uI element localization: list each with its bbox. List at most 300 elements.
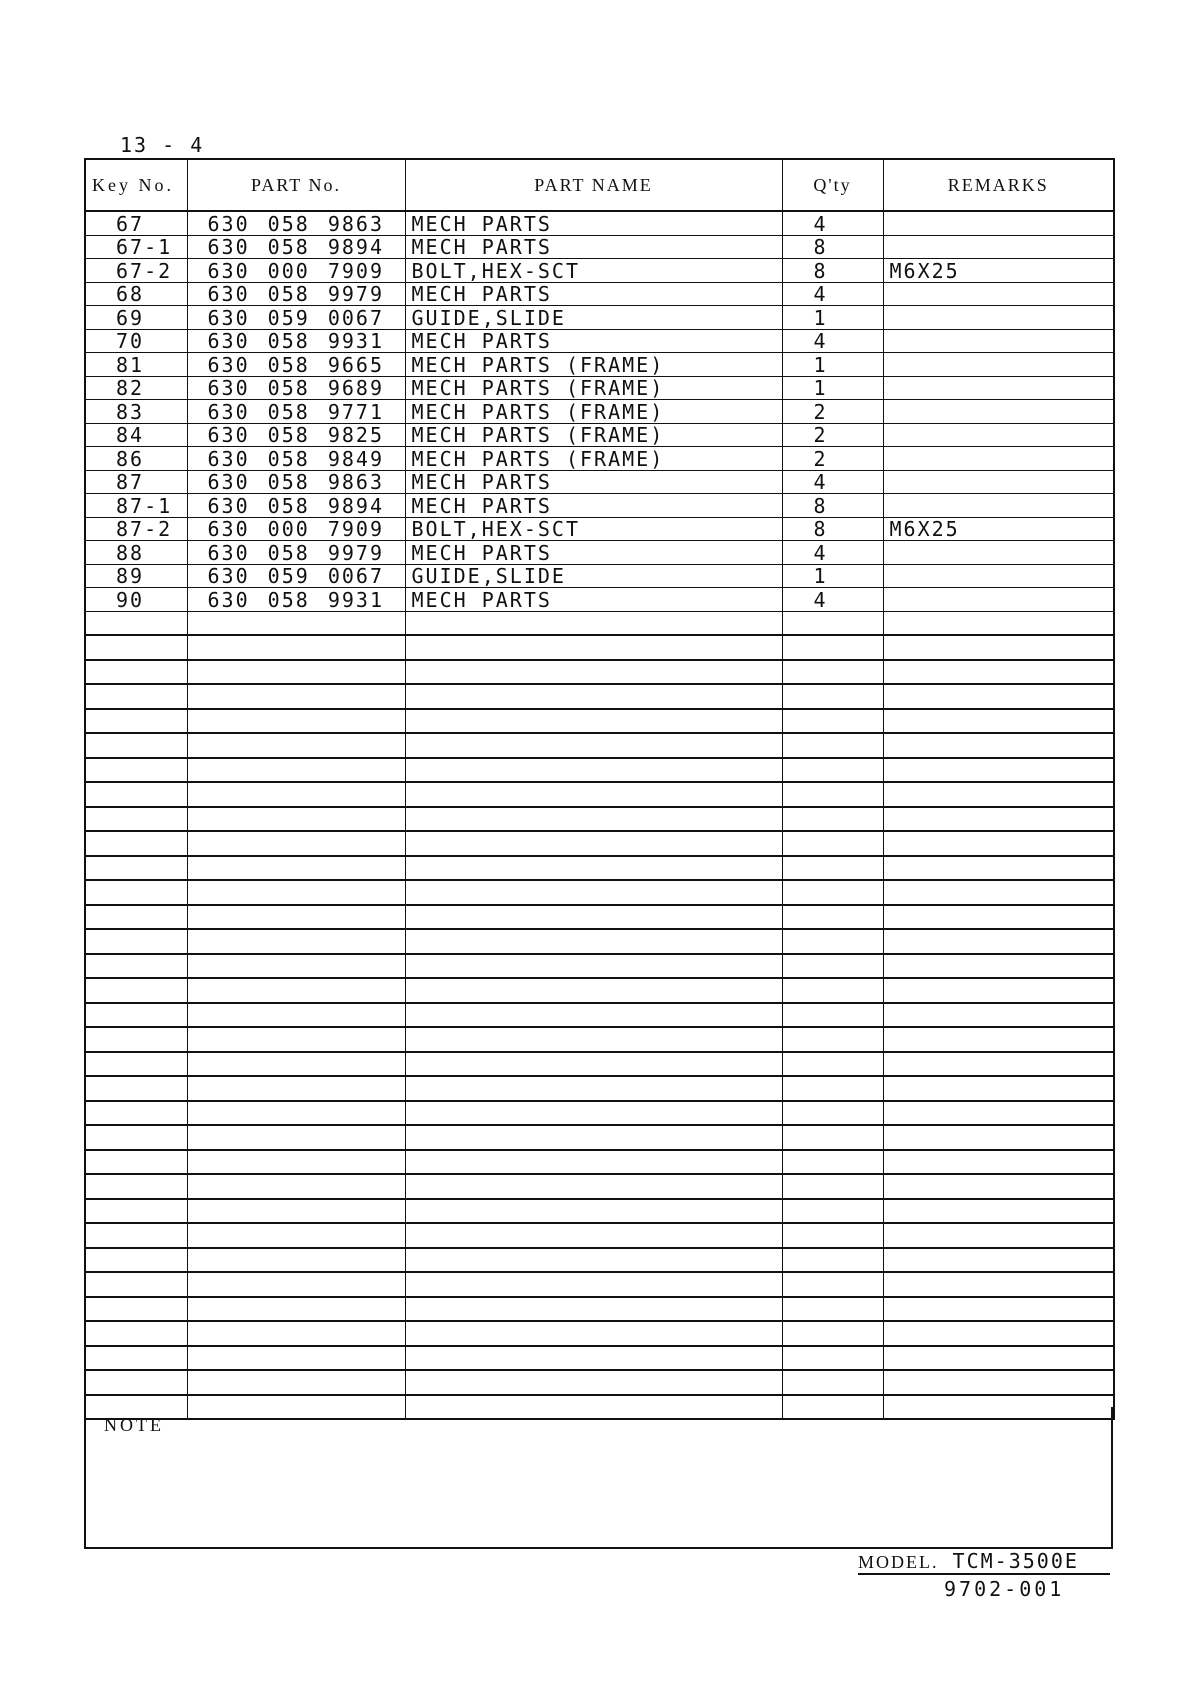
empty-cell xyxy=(405,1174,782,1199)
empty-cell xyxy=(782,1174,883,1199)
empty-row xyxy=(85,733,1114,758)
part-no-cell: 630 058 9771 xyxy=(187,400,405,424)
qty-cell: 4 xyxy=(782,329,883,353)
part-name-cell: MECH PARTS xyxy=(405,211,782,235)
empty-cell xyxy=(187,1052,405,1077)
part-name-cell: MECH PARTS xyxy=(405,470,782,494)
empty-cell xyxy=(782,1052,883,1077)
qty-cell: 1 xyxy=(782,376,883,400)
qty-cell: 8 xyxy=(782,259,883,283)
empty-row xyxy=(85,709,1114,734)
key-no-cell: 82 xyxy=(85,376,187,400)
empty-cell xyxy=(187,1223,405,1248)
qty-cell: 4 xyxy=(782,588,883,612)
empty-row xyxy=(85,635,1114,660)
empty-cell xyxy=(187,1321,405,1346)
remarks-cell xyxy=(883,329,1114,353)
remarks-cell xyxy=(883,211,1114,235)
part-no-cell: 630 058 9979 xyxy=(187,541,405,565)
part-name-cell: GUIDE,SLIDE xyxy=(405,306,782,330)
key-no-cell: 86 xyxy=(85,447,187,471)
empty-row xyxy=(85,1370,1114,1395)
empty-cell xyxy=(883,1076,1114,1101)
table-row xyxy=(85,376,1114,400)
table-row xyxy=(85,329,1114,353)
empty-cell xyxy=(187,684,405,709)
empty-row xyxy=(85,1297,1114,1322)
empty-cell xyxy=(85,635,187,660)
empty-cell xyxy=(883,954,1114,979)
empty-cell xyxy=(187,1174,405,1199)
qty-cell: 8 xyxy=(782,494,883,518)
model-line xyxy=(858,1549,1110,1575)
key-no-cell: 67 xyxy=(85,211,187,235)
empty-cell xyxy=(782,733,883,758)
empty-cell xyxy=(85,1052,187,1077)
part-name-cell: MECH PARTS (FRAME) xyxy=(405,376,782,400)
empty-cell xyxy=(85,831,187,856)
page-number: 13 - 4 xyxy=(120,133,205,157)
empty-cell xyxy=(85,1370,187,1395)
empty-cell xyxy=(85,954,187,979)
table-row xyxy=(85,494,1114,518)
empty-cell xyxy=(883,1150,1114,1175)
model-label: MODEL. xyxy=(858,1552,939,1572)
empty-cell xyxy=(85,611,187,635)
empty-cell xyxy=(187,929,405,954)
remarks-cell xyxy=(883,588,1114,612)
qty-cell: 1 xyxy=(782,306,883,330)
empty-cell xyxy=(187,733,405,758)
remarks-header: REMARKS xyxy=(883,159,1114,211)
part-no-cell: 630 059 0067 xyxy=(187,306,405,330)
key-no-cell: 87-1 xyxy=(85,494,187,518)
part-no-cell: 630 058 9689 xyxy=(187,376,405,400)
empty-cell xyxy=(883,1052,1114,1077)
empty-cell xyxy=(85,880,187,905)
table-row xyxy=(85,423,1114,447)
empty-cell xyxy=(883,684,1114,709)
empty-cell xyxy=(405,782,782,807)
empty-cell xyxy=(782,1125,883,1150)
empty-cell xyxy=(405,807,782,832)
qty-cell: 2 xyxy=(782,423,883,447)
empty-cell xyxy=(405,1003,782,1028)
empty-row xyxy=(85,831,1114,856)
remarks-cell xyxy=(883,400,1114,424)
empty-cell xyxy=(782,1101,883,1126)
key-no-cell: 69 xyxy=(85,306,187,330)
part-no-cell: 630 058 9931 xyxy=(187,588,405,612)
empty-cell xyxy=(782,954,883,979)
empty-row xyxy=(85,807,1114,832)
empty-cell xyxy=(883,905,1114,930)
empty-cell xyxy=(85,929,187,954)
key-no-cell: 88 xyxy=(85,541,187,565)
empty-cell xyxy=(187,660,405,685)
empty-cell xyxy=(405,1125,782,1150)
empty-cell xyxy=(187,1248,405,1273)
part-name-cell: MECH PARTS (FRAME) xyxy=(405,400,782,424)
remarks-cell xyxy=(883,494,1114,518)
qty-cell: 8 xyxy=(782,517,883,541)
part-no-cell: 630 059 0067 xyxy=(187,564,405,588)
empty-cell xyxy=(405,831,782,856)
remarks-cell xyxy=(883,235,1114,259)
empty-cell xyxy=(187,807,405,832)
table-row xyxy=(85,306,1114,330)
empty-cell xyxy=(85,758,187,783)
empty-cell xyxy=(883,1027,1114,1052)
empty-cell xyxy=(187,856,405,881)
empty-cell xyxy=(883,709,1114,734)
empty-row xyxy=(85,1076,1114,1101)
empty-cell xyxy=(883,831,1114,856)
empty-row xyxy=(85,1027,1114,1052)
empty-row xyxy=(85,929,1114,954)
empty-cell xyxy=(187,1297,405,1322)
empty-row xyxy=(85,880,1114,905)
qty-cell: 2 xyxy=(782,447,883,471)
remarks-cell xyxy=(883,541,1114,565)
part-no-cell: 630 058 9979 xyxy=(187,282,405,306)
empty-cell xyxy=(85,1174,187,1199)
empty-cell xyxy=(187,1101,405,1126)
part-name-cell: MECH PARTS (FRAME) xyxy=(405,447,782,471)
empty-cell xyxy=(782,856,883,881)
empty-cell xyxy=(883,856,1114,881)
empty-cell xyxy=(85,1346,187,1371)
empty-cell xyxy=(187,1125,405,1150)
empty-cell xyxy=(883,807,1114,832)
empty-cell xyxy=(187,1150,405,1175)
empty-cell xyxy=(883,635,1114,660)
qty-cell: 4 xyxy=(782,470,883,494)
empty-cell xyxy=(187,1076,405,1101)
remarks-cell xyxy=(883,306,1114,330)
table-row xyxy=(85,353,1114,377)
empty-cell xyxy=(85,1248,187,1273)
table-row xyxy=(85,470,1114,494)
key-no-cell: 83 xyxy=(85,400,187,424)
empty-cell xyxy=(405,1150,782,1175)
empty-cell xyxy=(883,1297,1114,1322)
part-no-cell: 630 058 9849 xyxy=(187,447,405,471)
empty-cell xyxy=(883,1223,1114,1248)
empty-cell xyxy=(782,1076,883,1101)
empty-cell xyxy=(782,782,883,807)
empty-cell xyxy=(85,1125,187,1150)
part-name-cell: MECH PARTS xyxy=(405,541,782,565)
empty-cell xyxy=(187,905,405,930)
parts-table xyxy=(84,158,1115,1420)
part-name-cell: MECH PARTS (FRAME) xyxy=(405,423,782,447)
key-no-cell: 87-2 xyxy=(85,517,187,541)
empty-row xyxy=(85,1125,1114,1150)
table-row xyxy=(85,259,1114,283)
empty-cell xyxy=(85,856,187,881)
empty-cell xyxy=(187,1346,405,1371)
remarks-cell xyxy=(883,353,1114,377)
empty-cell xyxy=(883,1370,1114,1395)
empty-cell xyxy=(782,1370,883,1395)
note-box xyxy=(84,1407,1113,1549)
empty-cell xyxy=(782,684,883,709)
empty-cell xyxy=(883,611,1114,635)
part-name-cell: MECH PARTS xyxy=(405,588,782,612)
table-row xyxy=(85,211,1114,235)
table-row xyxy=(85,564,1114,588)
empty-cell xyxy=(782,758,883,783)
empty-cell xyxy=(782,1248,883,1273)
empty-cell xyxy=(782,1321,883,1346)
key-no-cell: 81 xyxy=(85,353,187,377)
empty-cell xyxy=(85,1199,187,1224)
empty-row xyxy=(85,684,1114,709)
remarks-cell: M6X25 xyxy=(883,259,1114,283)
remarks-cell xyxy=(883,447,1114,471)
empty-cell xyxy=(405,856,782,881)
key-no-cell: 67-1 xyxy=(85,235,187,259)
empty-cell xyxy=(85,1027,187,1052)
empty-cell xyxy=(405,709,782,734)
empty-cell xyxy=(187,1003,405,1028)
empty-cell xyxy=(782,635,883,660)
empty-cell xyxy=(883,1321,1114,1346)
empty-cell xyxy=(187,709,405,734)
part-no-cell: 630 058 9863 xyxy=(187,470,405,494)
empty-cell xyxy=(782,1027,883,1052)
empty-cell xyxy=(883,1346,1114,1371)
empty-cell xyxy=(883,733,1114,758)
empty-cell xyxy=(782,1199,883,1224)
qty-cell: 4 xyxy=(782,282,883,306)
qty-header: Q'ty xyxy=(782,159,883,211)
empty-cell xyxy=(782,880,883,905)
part-name-cell: MECH PARTS xyxy=(405,494,782,518)
qty-cell: 8 xyxy=(782,235,883,259)
qty-cell: 1 xyxy=(782,353,883,377)
empty-cell xyxy=(883,1272,1114,1297)
empty-row xyxy=(85,1052,1114,1077)
empty-row xyxy=(85,1223,1114,1248)
empty-row xyxy=(85,660,1114,685)
empty-cell xyxy=(782,1297,883,1322)
empty-cell xyxy=(405,1223,782,1248)
empty-row xyxy=(85,856,1114,881)
remarks-cell xyxy=(883,423,1114,447)
empty-cell xyxy=(405,880,782,905)
empty-cell xyxy=(883,1003,1114,1028)
qty-cell: 4 xyxy=(782,541,883,565)
empty-cell xyxy=(883,758,1114,783)
empty-cell xyxy=(85,905,187,930)
empty-cell xyxy=(405,978,782,1003)
empty-row xyxy=(85,1272,1114,1297)
empty-cell xyxy=(187,1199,405,1224)
empty-row xyxy=(85,1346,1114,1371)
empty-cell xyxy=(883,660,1114,685)
part-name-cell: MECH PARTS xyxy=(405,235,782,259)
key-no-cell: 84 xyxy=(85,423,187,447)
empty-row xyxy=(85,1248,1114,1273)
empty-cell xyxy=(883,929,1114,954)
empty-cell xyxy=(187,978,405,1003)
empty-cell xyxy=(883,880,1114,905)
part-no-cell: 630 000 7909 xyxy=(187,517,405,541)
table-row xyxy=(85,400,1114,424)
empty-cell xyxy=(405,758,782,783)
empty-cell xyxy=(85,660,187,685)
empty-cell xyxy=(782,1003,883,1028)
empty-row xyxy=(85,1321,1114,1346)
note-label: NOTE xyxy=(104,1415,164,1435)
part-no-cell: 630 058 9931 xyxy=(187,329,405,353)
empty-cell xyxy=(405,1076,782,1101)
empty-cell xyxy=(782,905,883,930)
empty-cell xyxy=(405,684,782,709)
empty-cell xyxy=(405,1101,782,1126)
table-row xyxy=(85,517,1114,541)
empty-cell xyxy=(405,1052,782,1077)
key-no-cell: 89 xyxy=(85,564,187,588)
empty-cell xyxy=(405,1199,782,1224)
key-no-header: Key No. xyxy=(85,159,187,211)
document-code: 9702-001 xyxy=(944,1577,1065,1601)
qty-cell: 4 xyxy=(782,211,883,235)
part-name-cell: MECH PARTS (FRAME) xyxy=(405,353,782,377)
part-name-cell: MECH PARTS xyxy=(405,329,782,353)
key-no-cell: 67-2 xyxy=(85,259,187,283)
empty-cell xyxy=(782,709,883,734)
empty-cell xyxy=(405,929,782,954)
empty-cell xyxy=(85,1272,187,1297)
remarks-cell: M6X25 xyxy=(883,517,1114,541)
empty-cell xyxy=(405,954,782,979)
empty-cell xyxy=(187,880,405,905)
empty-cell xyxy=(782,611,883,635)
part-no-cell: 630 058 9863 xyxy=(187,211,405,235)
remarks-cell xyxy=(883,282,1114,306)
empty-row xyxy=(85,758,1114,783)
empty-cell xyxy=(187,758,405,783)
table-row xyxy=(85,541,1114,565)
empty-row xyxy=(85,1174,1114,1199)
empty-cell xyxy=(782,660,883,685)
table-row xyxy=(85,282,1114,306)
empty-cell xyxy=(85,1297,187,1322)
empty-row xyxy=(85,905,1114,930)
part-name-cell: BOLT,HEX-SCT xyxy=(405,259,782,283)
remarks-cell xyxy=(883,376,1114,400)
table-row xyxy=(85,235,1114,259)
model-number: TCM-3500E xyxy=(952,1549,1079,1573)
empty-cell xyxy=(85,709,187,734)
empty-cell xyxy=(85,807,187,832)
empty-cell xyxy=(405,1248,782,1273)
empty-cell xyxy=(782,929,883,954)
empty-cell xyxy=(85,1223,187,1248)
empty-row xyxy=(85,611,1114,635)
part-name-cell: BOLT,HEX-SCT xyxy=(405,517,782,541)
empty-cell xyxy=(405,733,782,758)
empty-cell xyxy=(883,978,1114,1003)
remarks-cell xyxy=(883,564,1114,588)
empty-cell xyxy=(187,1027,405,1052)
empty-row xyxy=(85,1101,1114,1126)
remarks-cell xyxy=(883,470,1114,494)
empty-cell xyxy=(405,660,782,685)
part-name-header: PART NAME xyxy=(405,159,782,211)
empty-cell xyxy=(187,954,405,979)
parts-table-body xyxy=(85,211,1114,1419)
empty-cell xyxy=(85,1076,187,1101)
qty-cell: 1 xyxy=(782,564,883,588)
empty-cell xyxy=(85,782,187,807)
empty-cell xyxy=(85,1150,187,1175)
empty-cell xyxy=(405,611,782,635)
empty-cell xyxy=(405,1370,782,1395)
empty-cell xyxy=(883,1125,1114,1150)
empty-cell xyxy=(187,831,405,856)
empty-cell xyxy=(883,1248,1114,1273)
part-no-cell: 630 000 7909 xyxy=(187,259,405,283)
empty-row xyxy=(85,1003,1114,1028)
key-no-cell: 90 xyxy=(85,588,187,612)
part-no-cell: 630 058 9894 xyxy=(187,235,405,259)
empty-cell xyxy=(405,905,782,930)
empty-cell xyxy=(782,1346,883,1371)
empty-row xyxy=(85,978,1114,1003)
empty-cell xyxy=(883,1174,1114,1199)
empty-cell xyxy=(187,1370,405,1395)
empty-cell xyxy=(782,1223,883,1248)
empty-cell xyxy=(782,978,883,1003)
empty-cell xyxy=(883,1199,1114,1224)
part-no-header: PART No. xyxy=(187,159,405,211)
part-name-cell: MECH PARTS xyxy=(405,282,782,306)
table-row xyxy=(85,447,1114,471)
part-no-cell: 630 058 9894 xyxy=(187,494,405,518)
empty-cell xyxy=(782,1272,883,1297)
empty-cell xyxy=(405,1321,782,1346)
empty-row xyxy=(85,1150,1114,1175)
empty-cell xyxy=(85,684,187,709)
empty-cell xyxy=(85,1101,187,1126)
empty-cell xyxy=(405,1272,782,1297)
key-no-cell: 70 xyxy=(85,329,187,353)
empty-cell xyxy=(405,1346,782,1371)
empty-cell xyxy=(187,611,405,635)
empty-cell xyxy=(85,978,187,1003)
part-no-cell: 630 058 9665 xyxy=(187,353,405,377)
empty-row xyxy=(85,782,1114,807)
empty-cell xyxy=(85,733,187,758)
empty-cell xyxy=(782,807,883,832)
empty-cell xyxy=(187,782,405,807)
empty-cell xyxy=(405,1027,782,1052)
empty-cell xyxy=(883,782,1114,807)
part-no-cell: 630 058 9825 xyxy=(187,423,405,447)
qty-cell: 2 xyxy=(782,400,883,424)
empty-cell xyxy=(405,635,782,660)
empty-cell xyxy=(187,1272,405,1297)
part-name-cell: GUIDE,SLIDE xyxy=(405,564,782,588)
empty-cell xyxy=(782,831,883,856)
empty-cell xyxy=(782,1150,883,1175)
table-header-row xyxy=(85,159,1114,211)
empty-cell xyxy=(405,1297,782,1322)
